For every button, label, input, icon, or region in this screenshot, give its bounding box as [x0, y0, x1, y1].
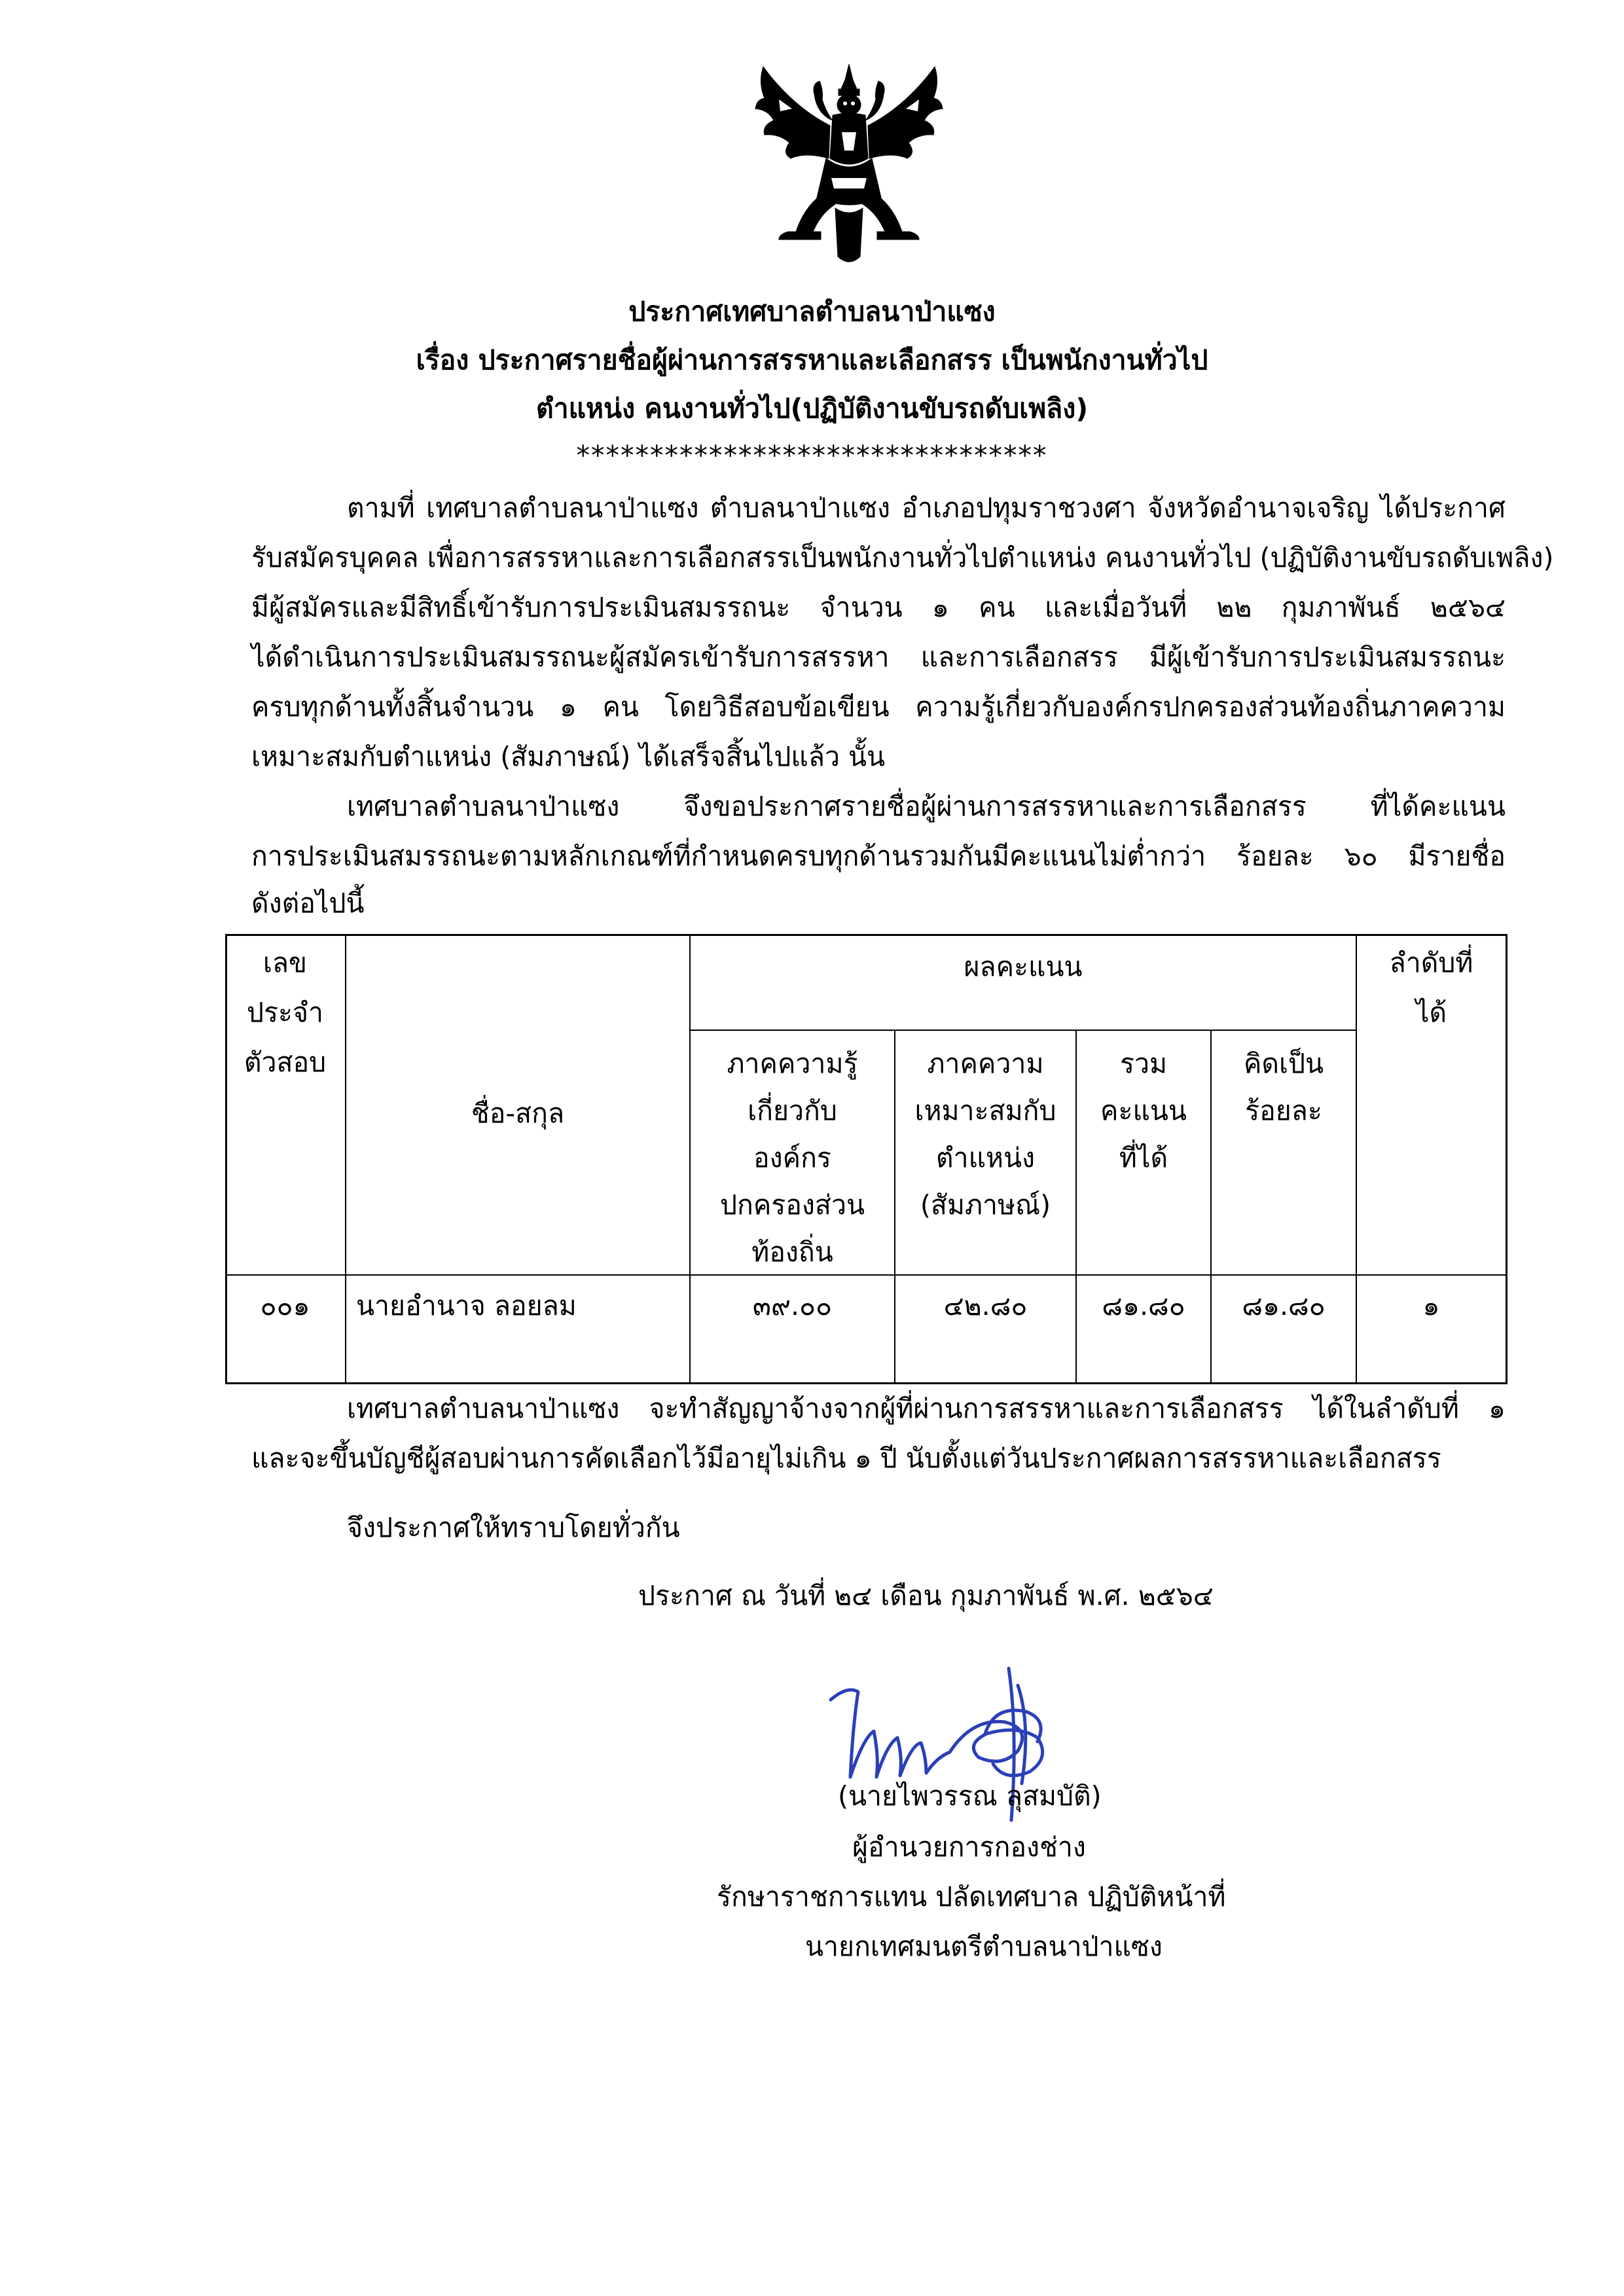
header-id-line-3: ตัวสอบ	[244, 1047, 327, 1078]
paragraph-1-line-1: ตามที่ เทศบาลตำบลนาป่าแซง ตำบลนาป่าแซง อำเภอปทุมราชวงศา จังหวัดอำนาจเจริญ ได้ประกาศ	[347, 492, 1506, 524]
signatory-title-2: รักษาราชการแทน ปลัดเทศบาล ปฏิบัติหน้าที่	[717, 1881, 1226, 1912]
header-id-line-2: ประจำ	[246, 997, 324, 1028]
header-name: ชื่อ-สกุล	[471, 1098, 565, 1129]
header-scores: ผลคะแนน	[964, 951, 1083, 982]
header-rank-line-1: ลำดับที่	[1389, 947, 1473, 978]
paragraph-1-line-5: ครบทุกด้านทั้งสิ้นจำนวน ๑ คน โดยวิธีสอบข้อเขียน ความรู้เกี่ยวกับองค์กรปกครองส่วนท้องถิ่นภาคความ	[251, 691, 1506, 723]
header-suitability-line-1: ภาคความ	[927, 1048, 1044, 1079]
header-knowledge-line-5: ท้องถิ่น	[751, 1236, 833, 1268]
header-divider: ********************************	[576, 440, 1048, 471]
row-id: ๐๐๑	[260, 1290, 310, 1321]
document-position: ตำแหน่ง คนงานทั่วไป(ปฏิบัติงานขับรถดับเพลิง)	[535, 393, 1089, 424]
document-subject: เรื่อง ประกาศรายชื่อผู้ผ่านการสรรหาและเลือกสรร เป็นพนักงานทั่วไป	[416, 344, 1208, 376]
row-name: นายอำนาจ ลอยลม	[356, 1290, 577, 1321]
paragraph-2-line-1: เทศบาลตำบลนาป่าแซง จึงขอประกาศรายชื่อผู้ผ่านการสรรหาและการเลือกสรร ที่ได้คะแนน	[347, 791, 1506, 822]
header-knowledge-line-1: ภาคความรู้	[727, 1048, 858, 1079]
row-total: ๘๑.๘๐	[1102, 1290, 1185, 1321]
header-percent-line-1: คิดเป็น	[1243, 1048, 1324, 1079]
paragraph-3-line-1: เทศบาลตำบลนาป่าแซง จะทำสัญญาจ้างจากผู้ที่ผ่านการสรรหาและการเลือกสรร ได้ในลำดับที่ ๑	[347, 1393, 1506, 1424]
results-table	[225, 934, 1507, 1384]
signatory-name: (นายไพวรรณ ลุสมบัติ)	[838, 1780, 1102, 1812]
header-id-line-1: เลข	[262, 947, 308, 978]
row-suitability: ๔๒.๘๐	[943, 1290, 1028, 1321]
paragraph-1-line-4: ได้ดำเนินการประเมินสมรรถนะผู้สมัครเข้ารับการสรรหา และการเลือกสรร มีผู้เข้ารับการประเมินสมรรถนะ	[251, 641, 1506, 673]
row-rank: ๑	[1422, 1290, 1440, 1321]
signatory-title-3: นายกเทศมนตรีตำบลนาป่าแซง	[805, 1931, 1163, 1962]
document-title: ประกาศเทศบาลตำบลนาป่าแซง	[628, 296, 996, 327]
header-rank-line-2: ได้	[1415, 997, 1447, 1028]
paragraph-1-line-2: รับสมัครบุคคล เพื่อการสรรหาและการเลือกสรรเป็นพนักงานทั่วไปตำแหน่ง คนงานทั่วไป (ปฏิบัติงานขับรถดับเพลิง)	[251, 542, 1554, 573]
garuda-emblem-icon	[753, 60, 946, 268]
paragraph-1-line-3: มีผู้สมัครและมีสิทธิ์เข้ารับการประเมินสมรรถนะ จำนวน ๑ คน และเมื่อวันที่ ๒๒ กุมภาพันธ์ ๒๕๖๔	[251, 592, 1506, 623]
paragraph-1-line-6: เหมาะสมกับตำแหน่ง (สัมภาษณ์) ได้เสร็จสิ้นไปแล้ว นั้น	[251, 741, 886, 772]
header-suitability-line-2: เหมาะสมกับ	[914, 1095, 1056, 1126]
header-total-line-1: รวม	[1119, 1048, 1168, 1079]
header-suitability-line-3: ตำแหน่ง	[935, 1142, 1036, 1174]
row-knowledge: ๓๙.๐๐	[752, 1290, 833, 1321]
signatory-title-1: ผู้อำนวยการกองช่าง	[852, 1831, 1086, 1863]
header-knowledge-line-2: เกี่ยวกับ	[748, 1095, 837, 1126]
header-suitability-line-4: (สัมภาษณ์)	[920, 1189, 1051, 1221]
header-knowledge-line-4: ปกครองส่วน	[719, 1189, 865, 1221]
header-total-line-3: ที่ได้	[1119, 1142, 1168, 1174]
closing-text: จึงประกาศให้ทราบโดยทั่วกัน	[347, 1512, 680, 1543]
paragraph-2-line-3: ดังต่อไปนี้	[251, 888, 365, 919]
header-percent-line-2: ร้อยละ	[1245, 1095, 1322, 1126]
paragraph-2-line-2: การประเมินสมรรถนะตามหลักเกณฑ์ที่กำหนดครบทุกด้านรวมกันมีคะแนนไม่ต่ำกว่า ร้อยละ ๖๐ มีรายชื่อ	[251, 840, 1506, 872]
paragraph-3-line-2: และจะขึ้นบัญชีผู้สอบผ่านการคัดเลือกไว้มีอายุไม่เกิน ๑ ปี นับตั้งแต่วันประกาศผลการสรรหาและเลือกสรร	[251, 1443, 1441, 1474]
row-percent: ๘๑.๘๐	[1242, 1290, 1326, 1321]
header-total-line-2: คะแนน	[1100, 1095, 1187, 1126]
header-knowledge-line-3: องค์กร	[753, 1142, 831, 1174]
announcement-date: ประกาศ ณ วันที่ ๒๔ เดือน กุมภาพันธ์ พ.ศ. ๒๕๖๔	[638, 1580, 1214, 1611]
